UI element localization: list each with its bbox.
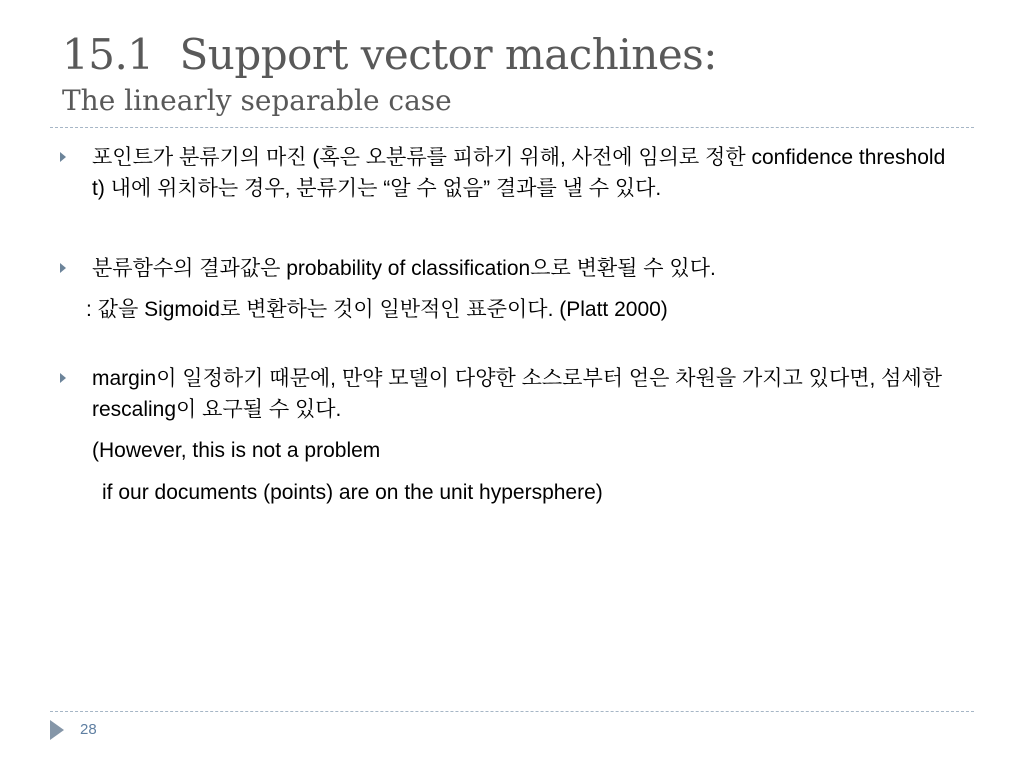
- title-text: Support vector machines:: [179, 30, 717, 79]
- bullet-continuation: (However, this is not a problem: [92, 439, 381, 462]
- bullet-continuation: if our documents (points) are on the unit hypersphere): [102, 481, 603, 504]
- bullet-text: 분류함수의 결과값은 probability of classification으로 변환될 수 있다.: [92, 257, 716, 280]
- bottom-divider: [50, 711, 974, 712]
- bullet-triangle-icon: [60, 263, 66, 273]
- footer-triangle-icon: [50, 720, 64, 740]
- bullet-item: [60, 363, 960, 425]
- bullet-triangle-icon: [60, 152, 66, 162]
- title-block: [62, 30, 962, 118]
- slide-title: [62, 30, 962, 80]
- bullet-triangle-icon: [60, 373, 66, 383]
- bullet-text: 포인트가 분류기의 마진 (혹은 오분류를 피하기 위해, 사전에 임의로 정한 confidence threshold t) 내에 위치하는 경우, 분류기는 “알 수 없음” 결과를 낼 수 있다.: [92, 146, 946, 200]
- bullet-item: [60, 142, 960, 204]
- bullet-text: margin이 일정하기 때문에, 만약 모델이 다양한 소스로부터 얻은 차원을 가지고 있다면, 섬세한 rescaling이 요구될 수 있다.: [92, 367, 943, 421]
- bullet-item: [60, 253, 960, 284]
- slide-subtitle: The linearly separable case: [62, 84, 452, 117]
- top-divider: [50, 127, 974, 128]
- page-number: 28: [80, 721, 97, 738]
- slide-body: [60, 142, 960, 508]
- title-number: 15.1: [62, 30, 154, 79]
- bullet-continuation: : 값을 Sigmoid로 변환하는 것이 일반적인 표준이다. (Platt 2000): [86, 298, 668, 321]
